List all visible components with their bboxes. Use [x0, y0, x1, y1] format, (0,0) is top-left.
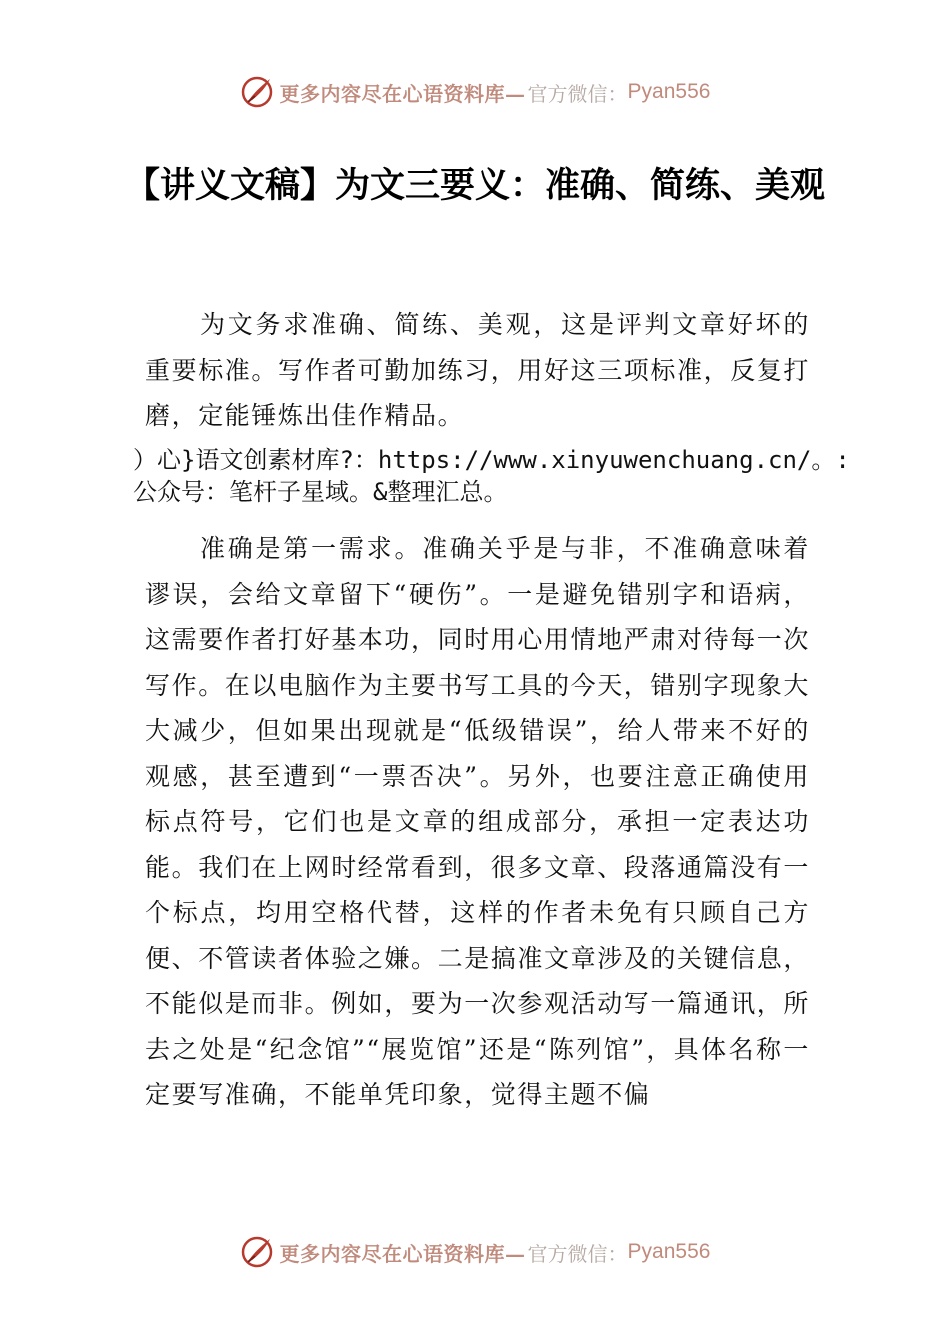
source-note: ）心}语文创素材库?：https://www.xinyuwenchuang.cn/。:公众号：笔杆子星域。&整理汇总。: [133, 446, 850, 506]
header-banner: [0, 70, 950, 114]
footer-wechat-label: 官方微信：: [527, 1241, 628, 1266]
header-banner-text: 更多内容尽在心语资料库—: [279, 81, 526, 106]
paragraph-intro: 为文务求准确、简练、美观，这是评判文章好坏的重要标准。写作者可勤加练习，用好这三项标准，反复打磨，定能锤炼出佳作精品。: [145, 310, 811, 430]
quill-pen-logo-icon: [240, 1235, 274, 1269]
paragraph-accuracy: 准确是第一需求。准确关乎是与非，不准确意味着谬误，会给文章留下“硬伤”。一是避免错别字和语病，这需要作者打好基本功，同时用心用情地严肃对待每一次写作。在以电脑作为主要书写工具的今天，错别字现象大大减少，但如果出现就是“低级错误”，给人带来不好的观感，甚至遭到“一票否决”。另外，也要注意正确使用标点符号，它们也是文章的组成部分，承担一定表达功能。我们在上网时经常看到，很多文章、段落通篇没有一个标点，均用空格代替，这样的作者未免有只顾自己方便、不管读者体验之嫌。二是搞准文章涉及的关键信息，不能似是而非。例如，要为一次参观活动写一篇通讯，所去之处是“纪念馆”“展览馆”还是“陈列馆”，具体名称一定要写准确，不能单凭印象，觉得主题不偏: [145, 534, 811, 1109]
footer-banner-text: 更多内容尽在心语资料库—: [279, 1241, 526, 1266]
footer-banner: [0, 1230, 950, 1274]
quill-pen-logo-icon: [240, 75, 274, 109]
footer-wechat-id: Pyan556: [627, 1240, 711, 1263]
header-wechat-label: 官方微信：: [527, 81, 628, 106]
document-title: 【讲义文稿】为文三要义：准确、简练、美观: [124, 166, 825, 206]
header-wechat-id: Pyan556: [627, 80, 711, 103]
